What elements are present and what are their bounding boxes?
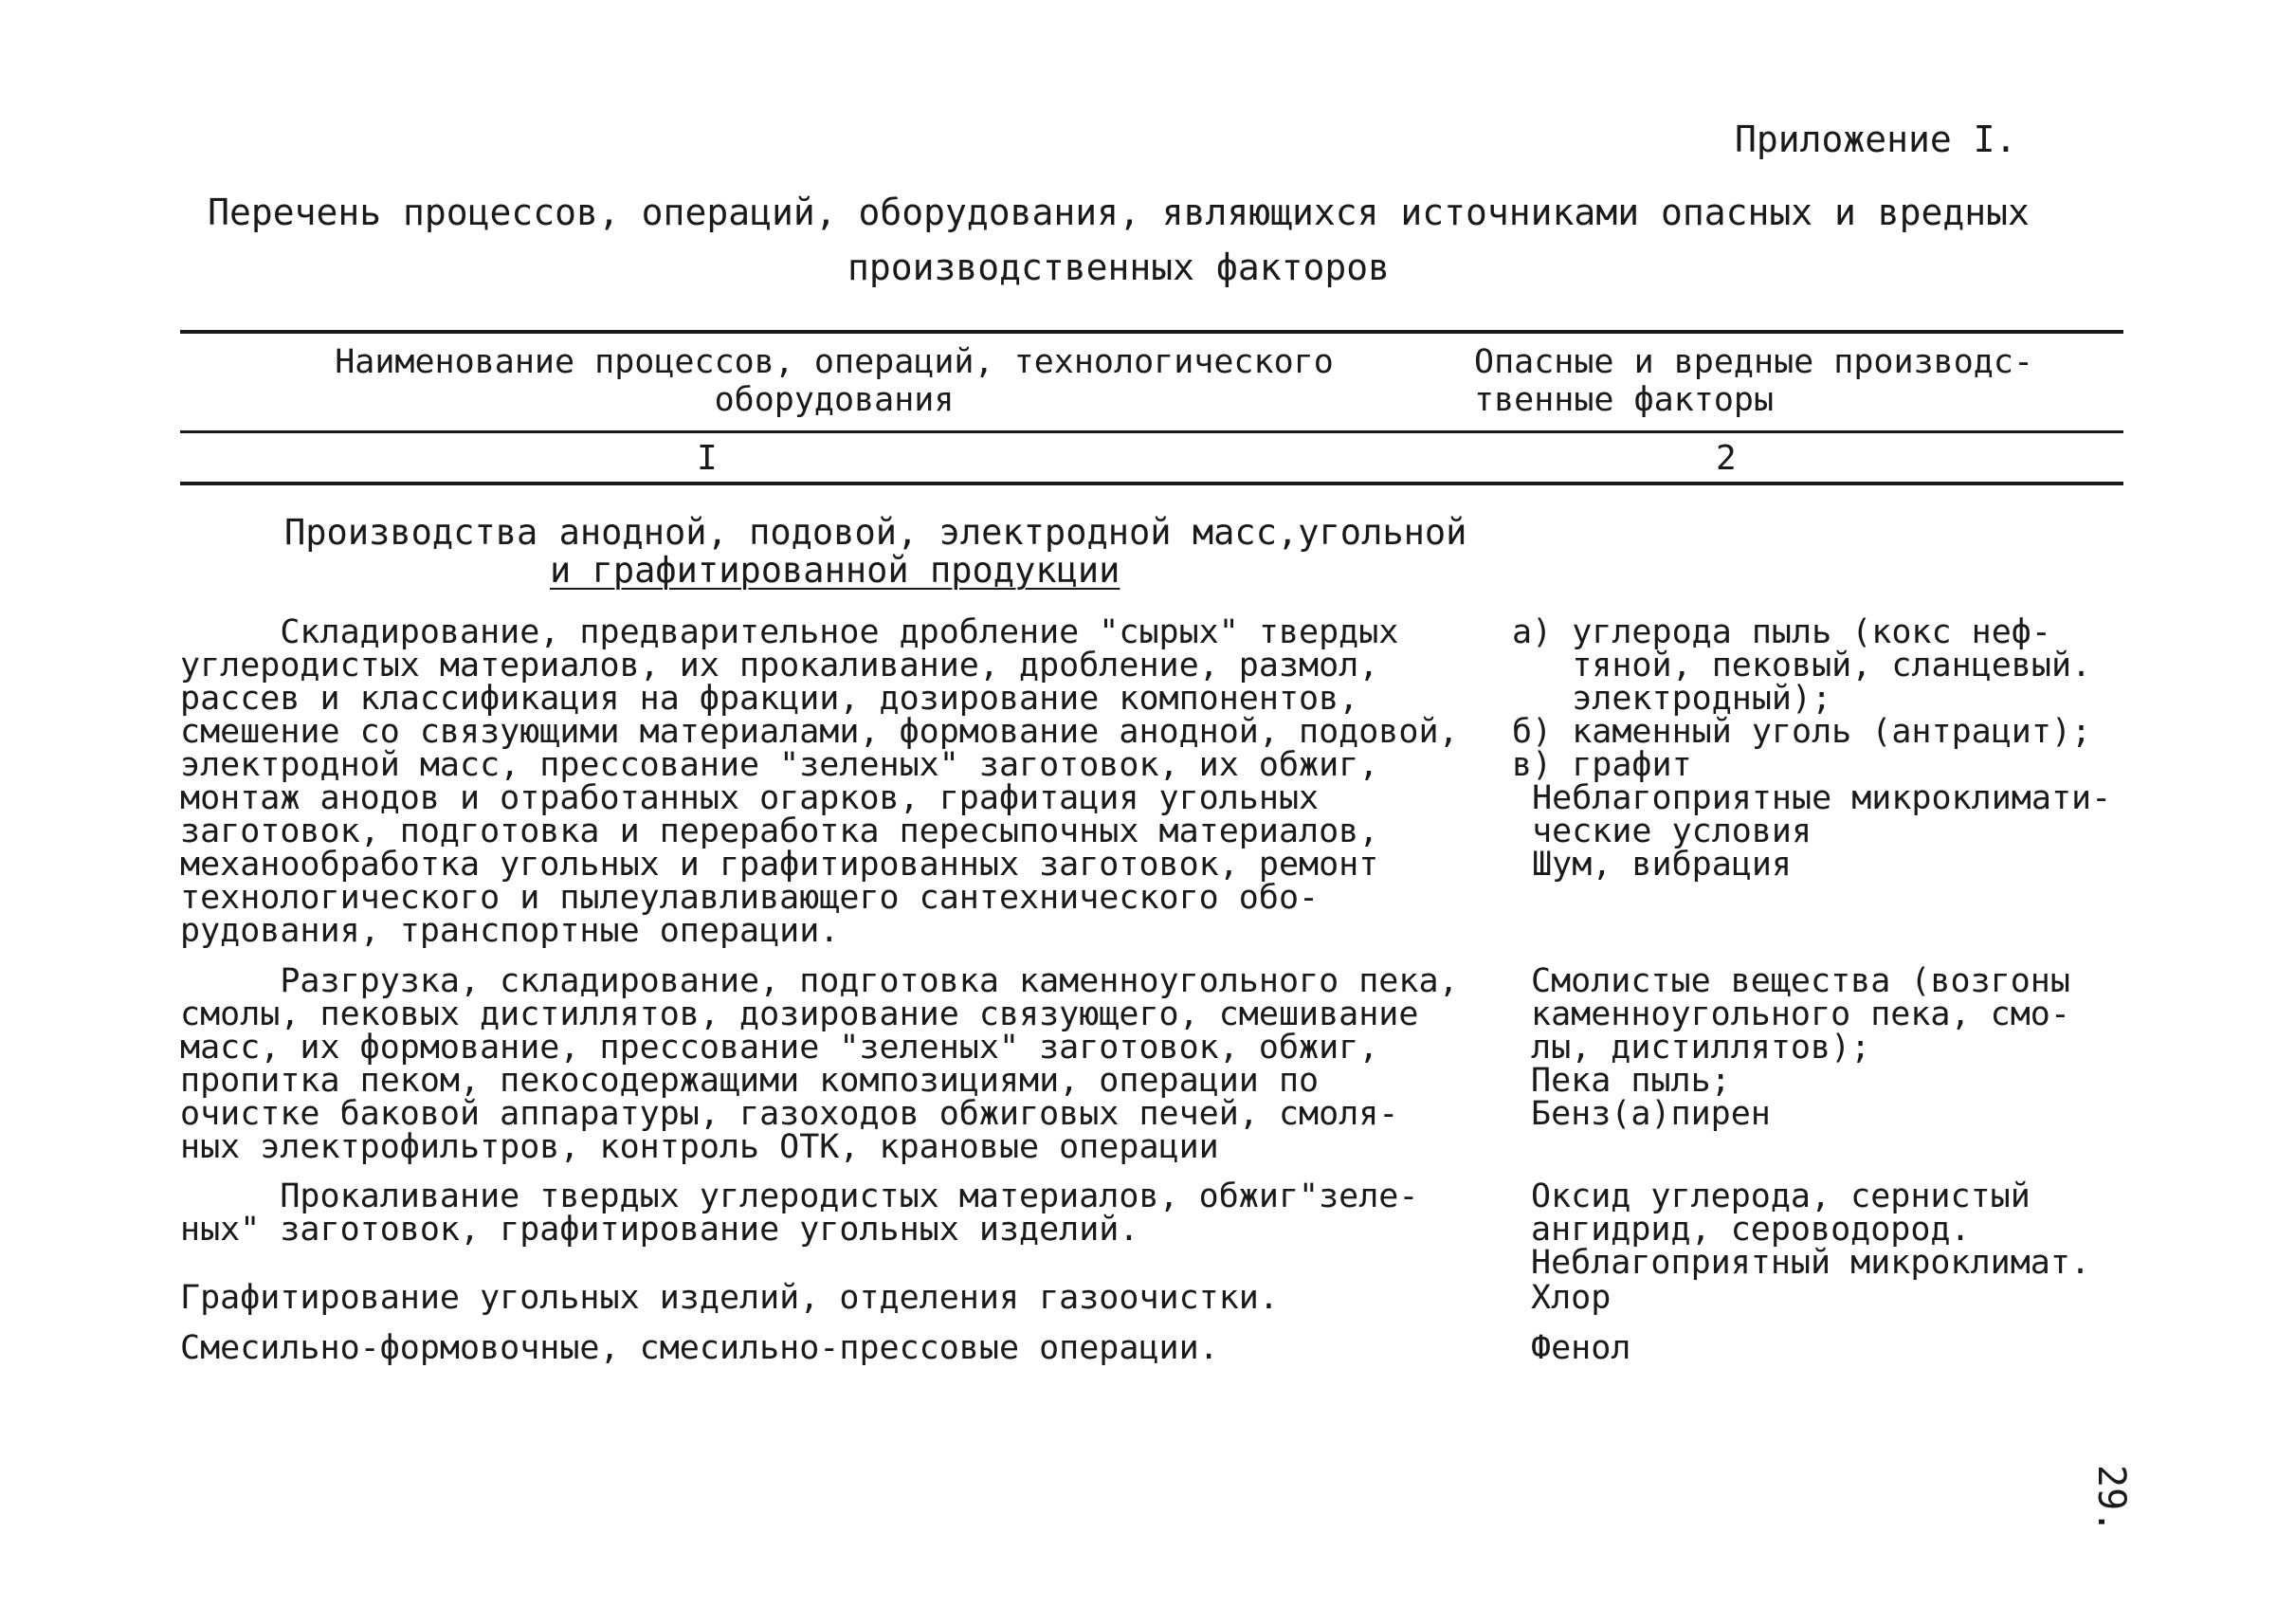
title-line-2: производственных факторов: [847, 246, 1390, 288]
page-number: 29.: [2089, 1465, 2133, 1534]
column-2-header-line-1: Опасные и вредные производс-: [1474, 343, 2034, 381]
column-1-header-line-2: оборудования: [714, 381, 955, 419]
table-row-2-process: Разгрузка, складирование, подготовка каменноугольного пека, смолы, пековых дистиллятов, дозирование связующего, смешивание масс, их формование, прессование "зеленых" заготовок, обжиг, пропитка пеком, пекосодержащими композициями, операции по очистке баковой аппаратуры, газоходов обжиговых печей, смоля- ных электрофильтров, контроль ОТК, крановые операции: [180, 962, 1459, 1166]
header-rule: [180, 430, 2123, 433]
section-heading: [284, 514, 1466, 590]
table-row-5-process: Смесильно-формовочные, смесильно-прессовые операции.: [180, 1329, 1219, 1367]
title-line-1: Перечень процессов, операций, оборудования, являющихся источниками опасных и вредных: [208, 192, 2030, 233]
table-top-rule: [180, 330, 2123, 334]
section-heading-line-2: и графитированной продукции: [550, 550, 1120, 591]
column-1-header-line-1: Наименование процессов, операций, технологического: [335, 343, 1334, 381]
column-number-rule: [180, 482, 2123, 485]
table-row-1-process: Складирование, предварительное дробление "сырых" твердых углеродистых материалов, их прокаливание, дробление, размол, рассев и классификация на фракции, дозирование компонентов, смешение со связующими материалами, формование анодной, подовой, электродной масс, прессование "зеленых" заготовок, их обжиг, монтаж анодов и отработанных огарков, графитация угольных заготовок, подготовка и переработка пересыпочных материалов, механообработка угольных и графитированных заготовок, ремонт технологического и пылеулавливающего сантехнического обо- рудования, транспортные операции.: [180, 613, 1459, 950]
document-title: [171, 185, 2067, 295]
table-row-3-factors: Оксид углерода, сернистый ангидрид, сероводород. Неблагоприятный микроклимат.: [1531, 1177, 2091, 1282]
table-row-5-factors: Фенол: [1531, 1329, 1631, 1367]
appendix-label: Приложение I.: [1735, 119, 2017, 160]
table-row-1-factors: а) углерода пыль (кокс неф- тяной, пековый, сланцевый. электродный); б) каменный уголь (антрацит); в) графит Неблагоприятные микроклимати- ческие условия Шум, вибрация: [1512, 613, 2112, 884]
column-2-header-line-2: твенные факторы: [1474, 381, 1775, 419]
table-row-2-factors: Смолистые вещества (возгоны каменноугольного пека, смо- лы, дистиллятов); Пека пыль; Бенз(а)пирен: [1531, 962, 2070, 1133]
table-row-3-process: Прокаливание твердых углеродистых материалов, обжиг"зеле- ных" заготовок, графитирование угольных изделий.: [180, 1177, 1419, 1249]
table-row-4-factors: Хлор: [1531, 1279, 1612, 1317]
column-2-header: [1474, 343, 2119, 419]
column-1-number: I: [697, 439, 718, 478]
table-row-4-process: Графитирование угольных изделий, отделения газоочистки.: [180, 1279, 1279, 1317]
section-heading-line-1: Производства анодной, подовой, электродной масс,угольной: [284, 512, 1467, 553]
section-heading-line-2-wrap: [284, 552, 1466, 590]
column-1-header: [180, 343, 1488, 419]
column-2-number: 2: [1716, 439, 1737, 478]
